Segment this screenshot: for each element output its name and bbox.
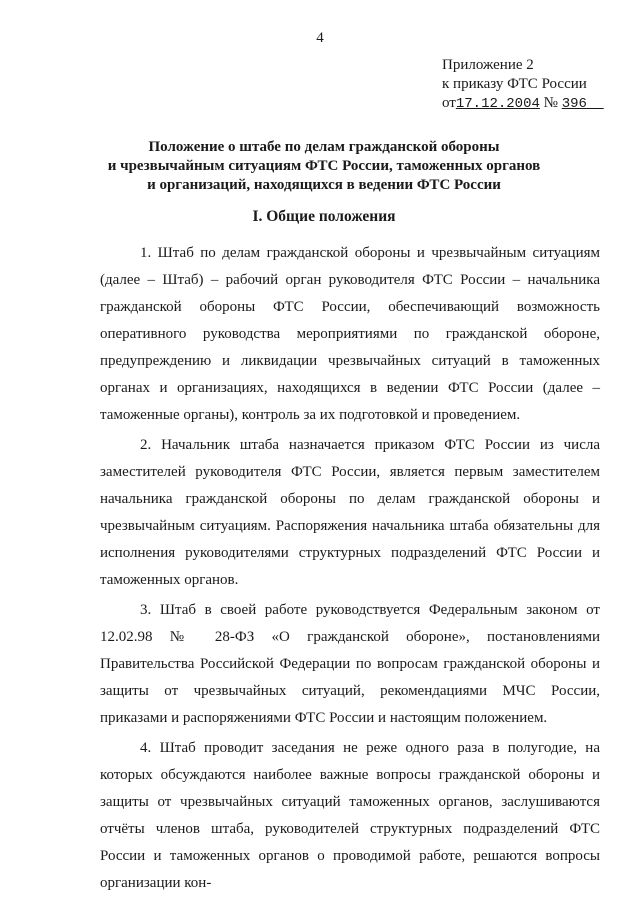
title-line-1: Положение о штабе по делам гражданской обороны [148,139,500,155]
page-number: 4 [316,30,324,46]
order-number: 396 [561,96,587,112]
section-title: I. Общие положения [252,208,396,225]
title-line-3: и организаций, находящихся в ведении ФТС России [147,177,501,193]
paragraph-2: 2. Начальник штаба назначается приказом ФТС России из числа заместителей руководителя ФТС России, является первым заместителем начальника гражданской обороны по делам гражданской обороны и чрезвычайным ситуациям. Распоряжения начальника штаба обязательны для исполнения руководителями структурных подразделений ФТС России и таможенных органов. [100,437,600,588]
paragraph-3: 3. Штаб в своей работе руководствуется Федеральным законом от 12.02.98 № 28-ФЗ «О гражданской обороне», постановлениями Правительства Российской Федерации по вопросам гражданской обороны и защиты от чрезвычайных ситуаций, рекомендациями МЧС России, приказами и распоряжениями ФТС России и настоящим положением. [100,602,600,726]
paragraph-1: 1. Штаб по делам гражданской обороны и чрезвычайным ситуациям (далее – Штаб) – рабочий орган руководителя ФТС России – начальника гражданской обороны ФТС России, обеспечивающий возможность оперативного руководства мероприятиями по гражданской обороне, предупреждению и ликвидации чрезвычайных ситуаций в таможенных органах и организациях, находящихся в ведении ФТС России (далее – таможенные органы), контроль за их подготовкой и проведением. [100,245,600,423]
title-line-2: и чрезвычайным ситуациям ФТС России, таможенных органов [107,158,541,174]
appendix-order-ref: к приказу ФТС России [442,76,587,92]
document-body [100,240,600,900]
number-prefix: № [539,95,562,111]
date-prefix: от [442,95,456,111]
appendix-date-line [442,94,604,114]
paragraph-4: 4. Штаб проводит заседания не реже одного раза в полугодие, на которых обсуждаются наиболее важные вопросы гражданской обороны и защиты от чрезвычайных ситуаций таможенных органов, заслушиваются отчёты членов штаба, руководителей структурных подразделений ФТС России и таможенных органов о проводимой работе, решаются вопросы организации кон- [100,740,600,891]
order-date: 17.12.2004 [455,96,540,112]
document-title [40,138,608,195]
appendix-header [442,56,604,114]
appendix-label: Приложение 2 [442,57,534,73]
